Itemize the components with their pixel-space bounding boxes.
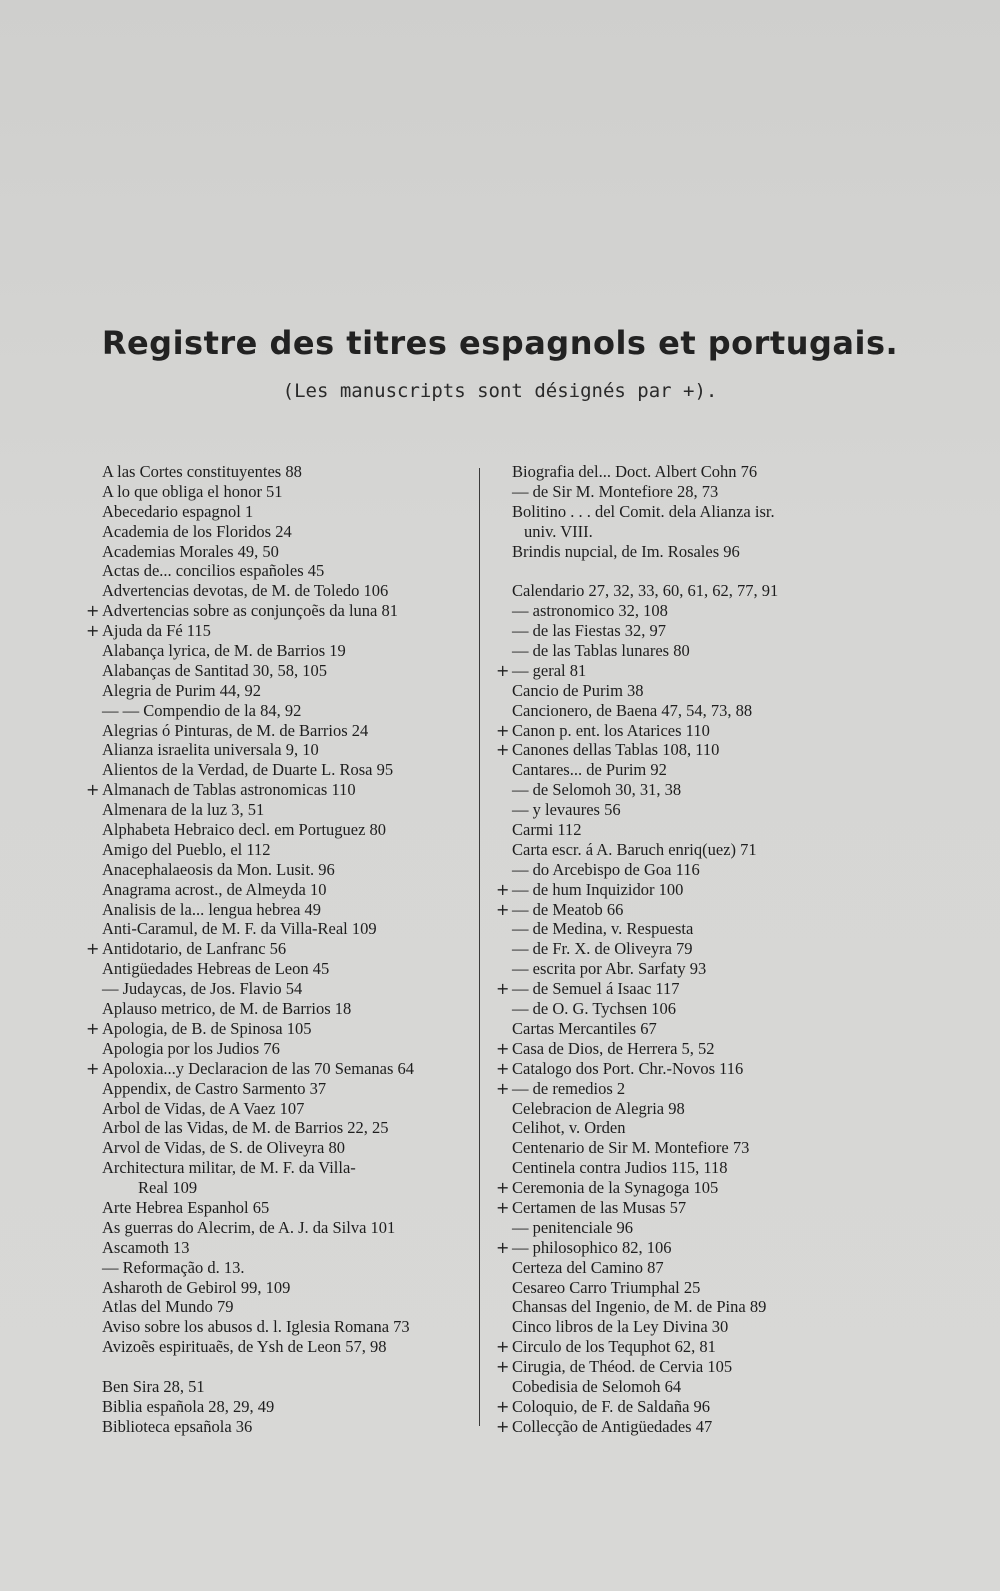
index-entry-text: — do Arcebispo de Goa 116 — [512, 859, 700, 879]
index-entry — [512, 919, 882, 939]
index-entry — [102, 502, 474, 522]
index-entry-text: Cesareo Carro Triumphal 25 — [512, 1277, 701, 1297]
index-entry-text: Amigo del Pueblo, el 112 — [102, 839, 271, 859]
index-entry — [102, 800, 474, 820]
index-entry — [102, 1079, 474, 1099]
index-entry — [512, 800, 882, 820]
manuscript-mark-icon: + — [496, 1337, 510, 1357]
index-entry-text: Certamen de las Musas 57 — [512, 1197, 687, 1217]
index-entry-text: Brindis nupcial, de Im. Rosales 96 — [512, 541, 740, 561]
index-entry — [102, 1317, 474, 1337]
index-entry — [102, 1118, 474, 1138]
index-entry — [102, 1297, 474, 1317]
index-entry — [102, 959, 474, 979]
index-entry-text: Biografia del... Doct. Albert Cohn 76 — [512, 462, 758, 481]
index-entry-text: Canones dellas Tablas 108, 110 — [512, 740, 720, 760]
index-entry-text: Appendix, de Castro Sarmento 37 — [102, 1078, 327, 1098]
index-entry — [86, 780, 474, 800]
index-entry-text: — astronomico 32, 108 — [512, 601, 668, 621]
index-entry-text: — escrita por Abr. Sarfaty 93 — [512, 959, 707, 979]
manuscript-mark-icon: + — [496, 1058, 510, 1078]
index-entry — [512, 1118, 882, 1138]
index-entry-text: Anti-Caramul, de M. F. da Villa-Real 109 — [102, 919, 377, 939]
index-entry — [512, 860, 882, 880]
index-entry — [86, 939, 474, 959]
index-entry-text: Avizoẽs espirituaẽs, de Ysh de Leon 57, 98 — [102, 1337, 387, 1357]
index-entry-text: Arbol de Vidas, de A Vaez 107 — [102, 1098, 305, 1118]
index-entry — [102, 820, 474, 840]
index-entry — [102, 661, 474, 681]
index-entry — [102, 880, 474, 900]
index-entry — [102, 999, 474, 1019]
index-entry-text: Collecção de Antigüedades 47 — [512, 1416, 713, 1436]
index-entry-text: Academias Morales 49, 50 — [102, 541, 279, 561]
index-entry — [512, 1138, 882, 1158]
index-entry-text: Asharoth de Gebirol 99, 109 — [102, 1277, 291, 1297]
manuscript-mark-icon: + — [496, 879, 510, 899]
index-entry — [496, 1038, 882, 1059]
index-entry — [102, 542, 474, 562]
index-entry-text: Abecedario espagnol 1 — [102, 501, 254, 521]
index-entry-text: Apologia por los Judios 76 — [102, 1038, 280, 1058]
index-entry-text: — de O. G. Tychsen 106 — [512, 999, 676, 1019]
index-entry — [102, 1417, 474, 1437]
index-entry — [102, 1138, 474, 1158]
index-entry-text: Catalogo dos Port. Chr.-Novos 116 — [512, 1058, 744, 1078]
index-entry — [86, 1058, 474, 1079]
index-entry-text: Advertencias sobre as conjunçoẽs da luna 81 — [102, 601, 398, 621]
index-entry — [512, 542, 882, 562]
index-entry — [102, 701, 474, 721]
index-entry — [102, 1377, 474, 1397]
manuscript-mark-icon: + — [86, 780, 100, 800]
index-entry — [512, 1278, 882, 1298]
index-entry-text: — penitenciale 96 — [512, 1217, 633, 1237]
index-entry — [496, 979, 882, 999]
index-entry — [512, 581, 882, 601]
index-entry — [102, 581, 474, 601]
index-entry — [102, 740, 474, 760]
index-entry — [512, 1099, 882, 1119]
index-entry-text: Certeza del Camino 87 — [512, 1257, 664, 1277]
column-divider — [479, 468, 480, 1426]
index-entry — [102, 1178, 474, 1198]
index-entry-text: — de las Tablas lunares 80 — [512, 641, 690, 661]
index-entry — [102, 760, 474, 780]
index-entry-text: Cancio de Purim 38 — [512, 680, 644, 700]
right-column — [496, 462, 882, 1437]
index-entry — [102, 1278, 474, 1298]
manuscript-mark-icon: + — [496, 1237, 510, 1257]
index-entry-text: Ajuda da Fé 115 — [102, 621, 211, 641]
index-entry-text: Biblia española 28, 29, 49 — [102, 1396, 275, 1416]
index-entry — [102, 462, 474, 482]
index-entry-text: Alegrias ó Pinturas, de M. de Barrios 24 — [102, 720, 369, 740]
index-entry — [496, 1357, 882, 1377]
index-entry-text: A las Cortes constituyentes 88 — [102, 462, 302, 481]
index-entry — [496, 1078, 882, 1099]
index-entry — [512, 1377, 882, 1397]
index-entry-text: Arvol de Vidas, de S. de Oliveyra 80 — [102, 1138, 345, 1158]
index-entry — [496, 1237, 882, 1258]
index-entry-text: Chansas del Ingenio, de M. de Pina 89 — [512, 1297, 767, 1317]
manuscript-mark-icon: + — [496, 1357, 510, 1377]
index-entry-text: Antigüedades Hebreas de Leon 45 — [102, 959, 330, 979]
index-entry — [102, 522, 474, 542]
index-entry-text: Almanach de Tablas astronomicas 110 — [102, 780, 356, 800]
manuscript-mark-icon: + — [496, 1078, 510, 1098]
index-entry — [512, 482, 882, 502]
index-entry-text: — Reformação d. 13. — [102, 1257, 245, 1277]
index-entry-text: Apologia, de B. de Spinosa 105 — [102, 1018, 312, 1038]
index-entry-text: Carta escr. á A. Baruch enriq(uez) 71 — [512, 839, 757, 859]
index-entry — [512, 1218, 882, 1238]
index-entry — [102, 721, 474, 741]
index-entry-text: Circulo de los Tequphot 62, 81 — [512, 1337, 716, 1357]
index-entry — [512, 939, 882, 959]
index-entry — [102, 641, 474, 661]
index-entry-text: Ascamoth 13 — [102, 1237, 190, 1257]
index-entry-text: — de Sir M. Montefiore 28, 73 — [512, 481, 719, 501]
index-entry-text: univ. VIII. — [524, 521, 593, 541]
index-entry-text: — philosophico 82, 106 — [512, 1237, 672, 1257]
index-entry — [512, 1158, 882, 1178]
index-entry-text: — Judaycas, de Jos. Flavio 54 — [102, 979, 303, 999]
index-entry-text: Arbol de las Vidas, de M. de Barrios 22, 25 — [102, 1118, 389, 1138]
manuscript-mark-icon: + — [496, 1197, 510, 1217]
page-subtitle: (Les manuscripts sont désignés par +). — [282, 380, 718, 402]
index-entry-text: As guerras do Alecrim, de A. J. da Silva 101 — [102, 1217, 396, 1237]
index-entry-text: Alientos de la Verdad, de Duarte L. Rosa 95 — [102, 760, 394, 780]
index-entry-text: Casa de Dios, de Herrera 5, 52 — [512, 1038, 715, 1058]
index-entry — [86, 621, 474, 641]
index-entry — [512, 1317, 882, 1337]
index-entry — [496, 1337, 882, 1357]
index-entry — [86, 601, 474, 621]
index-entry-text: Alegria de Purim 44, 92 — [102, 680, 262, 700]
index-entry-text: Anagrama acrost., de Almeyda 10 — [102, 879, 327, 899]
index-entry — [496, 879, 882, 900]
index-entry-text: Cobedisia de Selomoh 64 — [512, 1376, 682, 1396]
index-entry — [102, 1238, 474, 1258]
index-entry-text: Aviso sobre los abusos d. l. Iglesia Romana 73 — [102, 1317, 410, 1337]
index-entry-text: Centinela contra Judios 115, 118 — [512, 1158, 728, 1178]
index-entry-text: Celebracion de Alegria 98 — [512, 1098, 685, 1118]
index-entry-text: — de Medina, v. Respuesta — [512, 919, 694, 939]
index-entry-text: Alphabeta Hebraico decl. em Portuguez 80 — [102, 820, 387, 840]
index-entry-text: — de las Fiestas 32, 97 — [512, 621, 666, 641]
index-entry — [102, 1099, 474, 1119]
index-entry-text: Cantares... de Purim 92 — [512, 760, 667, 780]
index-entry — [512, 959, 882, 979]
index-entry-text: Cartas Mercantiles 67 — [512, 1018, 657, 1038]
index-entry — [102, 900, 474, 920]
index-entry — [496, 1178, 882, 1198]
manuscript-mark-icon: + — [496, 1416, 510, 1436]
index-entry-text: Centenario de Sir M. Montefiore 73 — [512, 1138, 750, 1158]
index-entry — [102, 1337, 474, 1357]
index-entry-text: — de Meatob 66 — [512, 899, 624, 919]
manuscript-mark-icon: + — [86, 1018, 100, 1038]
index-entry — [512, 621, 882, 641]
manuscript-mark-icon: + — [496, 979, 510, 999]
left-column — [86, 462, 474, 1437]
manuscript-mark-icon: + — [496, 720, 510, 740]
index-entry-text: Cinco libros de la Ley Divina 30 — [512, 1317, 729, 1337]
index-entry-text: Almenara de la luz 3, 51 — [102, 800, 265, 820]
manuscript-mark-icon: + — [496, 1178, 510, 1198]
index-entry-text: — de remedios 2 — [512, 1078, 626, 1098]
index-entry — [102, 1258, 474, 1278]
index-entry-text: Alabança lyrica, de M. de Barrios 19 — [102, 641, 346, 661]
index-entry — [512, 999, 882, 1019]
manuscript-mark-icon: + — [496, 899, 510, 919]
manuscript-mark-icon: + — [496, 1396, 510, 1416]
index-entry — [496, 660, 882, 681]
index-entry — [102, 681, 474, 701]
index-entry-text: Antidotario, de Lanfranc 56 — [102, 939, 287, 959]
index-entry — [86, 1018, 474, 1039]
index-entry-text: Actas de... concilios españoles 45 — [102, 561, 325, 581]
index-entry-text: Alabanças de Santitad 30, 58, 105 — [102, 660, 327, 680]
index-entry-text: Carmi 112 — [512, 820, 582, 840]
index-entry-text: Advertencias devotas, de M. de Toledo 106 — [102, 581, 389, 601]
index-entry-text: — de hum Inquizidor 100 — [512, 879, 684, 899]
index-entry — [512, 681, 882, 701]
index-entry-text: — de Fr. X. de Oliveyra 79 — [512, 939, 693, 959]
manuscript-mark-icon: + — [496, 660, 510, 680]
index-entry — [102, 840, 474, 860]
index-entry-text: — de Semuel á Isaac 117 — [512, 979, 680, 999]
index-entry — [102, 1039, 474, 1059]
index-entry — [512, 462, 882, 482]
index-entry-text: Aplauso metrico, de M. de Barrios 18 — [102, 999, 352, 1019]
index-entry-text: Biblioteca epsañola 36 — [102, 1416, 253, 1436]
index-entry — [512, 820, 882, 840]
index-entry — [102, 919, 474, 939]
index-entry-text: Ben Sira 28, 51 — [102, 1376, 205, 1396]
index-entry-text: Bolitino . . . del Comit. dela Alianza isr. — [512, 501, 775, 521]
index-entry-text: — — Compendio de la 84, 92 — [102, 700, 302, 720]
index-entry-text: Alianza israelita universala 9, 10 — [102, 740, 319, 760]
manuscript-mark-icon: + — [86, 621, 100, 641]
index-entry-text: Real 109 — [138, 1178, 198, 1198]
index-entry — [512, 601, 882, 621]
index-entry — [102, 1198, 474, 1218]
index-entry — [496, 1396, 882, 1417]
index-entry — [512, 701, 882, 721]
manuscript-mark-icon: + — [86, 601, 100, 621]
index-entry — [496, 899, 882, 920]
index-entry — [496, 720, 882, 741]
index-entry — [512, 1019, 882, 1039]
index-entry-text: A lo que obliga el honor 51 — [102, 481, 283, 501]
index-entry-text: Celihot, v. Orden — [512, 1118, 626, 1138]
index-entry — [512, 760, 882, 780]
manuscript-mark-icon: + — [496, 740, 510, 760]
index-entry — [102, 561, 474, 581]
index-entry — [102, 482, 474, 502]
index-entry — [102, 1397, 474, 1417]
index-entry-text: Calendario 27, 32, 33, 60, 61, 62, 77, 91 — [512, 581, 779, 601]
index-entry-text: Coloquio, de F. de Saldaña 96 — [512, 1396, 711, 1416]
index-entry-text: Analisis de la... lengua hebrea 49 — [102, 899, 322, 919]
manuscript-mark-icon: + — [496, 1038, 510, 1058]
index-entry-text: Ceremonia de la Synagoga 105 — [512, 1178, 719, 1198]
page-title: Registre des titres espagnols et portugais. — [101, 324, 899, 362]
index-entry-text: — de Selomoh 30, 31, 38 — [512, 780, 682, 800]
index-entry-text: Cirugia, de Théod. de Cervia 105 — [512, 1357, 733, 1377]
index-entry-text: — y levaures 56 — [512, 800, 621, 820]
index-entry — [496, 1416, 882, 1437]
manuscript-mark-icon: + — [86, 1058, 100, 1078]
index-entry-text: Cancionero, de Baena 47, 54, 73, 88 — [512, 700, 753, 720]
index-entry — [102, 1158, 474, 1178]
index-entry-text: Anacephalaeosis da Mon. Lusit. 96 — [102, 859, 335, 879]
index-entry-text: Canon p. ent. los Atarices 110 — [512, 720, 710, 740]
index-entry — [512, 1297, 882, 1317]
index-entry — [496, 1058, 882, 1079]
index-entry-text: Academia de los Floridos 24 — [102, 521, 292, 541]
manuscript-mark-icon: + — [86, 939, 100, 959]
index-entry — [512, 502, 882, 522]
index-entry — [512, 840, 882, 860]
index-entry — [512, 641, 882, 661]
index-entry-text: Atlas del Mundo 79 — [102, 1297, 234, 1317]
index-entry — [512, 1258, 882, 1278]
index-entry — [102, 979, 474, 999]
index-entry-text: Apoloxia...y Declaracion de las 70 Semanas 64 — [102, 1058, 415, 1078]
index-entry — [102, 1218, 474, 1238]
index-entry — [496, 1197, 882, 1218]
index-entry-text: Architectura militar, de M. F. da Villa- — [102, 1158, 356, 1178]
index-entry — [512, 780, 882, 800]
index-entry — [496, 740, 882, 760]
index-entry-text: Arte Hebrea Espanhol 65 — [102, 1197, 270, 1217]
index-entry-text: — geral 81 — [512, 660, 587, 680]
index-entry — [512, 522, 882, 542]
index-entry — [102, 860, 474, 880]
